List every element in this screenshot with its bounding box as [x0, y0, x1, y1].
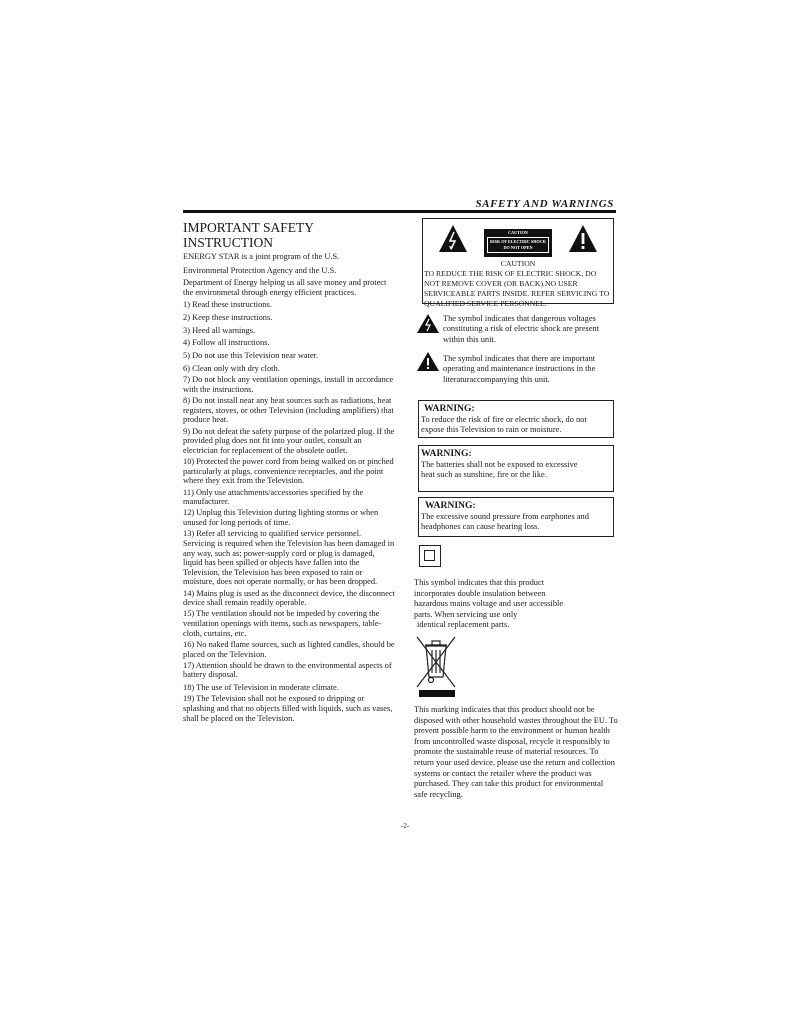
instruction-item: 16) No naked flame sources, such as lighted candles, should be placed on the Television.	[183, 639, 395, 659]
double-insulation-line: This symbol indicates that this product	[414, 578, 545, 587]
exclamation-warning-icon	[568, 224, 598, 254]
double-insulation-line: hazardous mains voltage and user accessible	[414, 599, 564, 609]
caution-caption: CAUTION	[500, 259, 536, 268]
crossed-out-wheelie-bin-icon	[413, 633, 459, 699]
caution-label-line: DO NOT OPEN	[503, 245, 533, 250]
double-insulation-text	[414, 578, 618, 631]
warning-title: WARNING:	[424, 403, 475, 414]
lightning-symbol-text: The symbol indicates that dangerous voltages constituting a risk of electric shock are present within this unit.	[443, 314, 600, 344]
page-heading: IMPORTANT SAFETY INSTRUCTION	[183, 220, 314, 250]
warning-text: The batteries shall not be exposed to excessive heat such as sunshine, fire or the like.	[421, 459, 578, 480]
lightning-warning-icon	[417, 314, 439, 334]
instruction-item: 19) The Television shall not be exposed to dripping or splashing and that no objects filled with liquids, such as vases, shall be placed on the Television.	[183, 694, 393, 723]
page-number: -2-	[401, 822, 410, 830]
weee-text: This marking indicates that this product should not be disposed with other household wastes throughout the EU. To prevent possible harm to the environment or human health from uncontrolled waste disposal, recycle it responsibly to promote the sustainable reuse of material resources. To return your used device, please use the return and collection systems or contact the retailer where the product was purchased. They can take this product for environmental safe recycling.	[414, 705, 618, 799]
intro-line: Environmetal Protection Agency and the U.S.	[183, 265, 337, 275]
instruction-item: 17) Attention should be drawn to the environmental aspects of battery disposal.	[183, 660, 392, 680]
caution-label	[484, 229, 552, 257]
section-title: SAFETY AND WARNINGS	[475, 198, 614, 210]
instruction-item: 1) Read these instructions.	[183, 300, 272, 310]
instruction-item: 12) Unplug this Television during lighting storms or when unused for long periods of time.	[183, 508, 379, 528]
intro-line: ENERGY STAR is a joint program of the U.S.	[183, 252, 340, 261]
exclamation-warning-icon	[417, 352, 439, 372]
warning-box-moisture	[418, 400, 614, 438]
warning-box-batteries	[418, 445, 614, 492]
instruction-item: 6) Clean only with dry cloth.	[183, 363, 280, 373]
instruction-item: 3) Heed all warnings.	[183, 325, 256, 335]
caution-body: TO REDUCE THE RISK OF ELECTRIC SHOCK, DO NOT REMOVE COVER (OR BACK).NO USER SERVICEABLE PARTS INSIDE. REFER SERVICING TO QUALIFIED SERVICE PERSONNEL.	[424, 269, 610, 308]
instruction-item: 8) Do not install near any heat sources such as radiations, heat registers, stoves, or other Television (including amplifiers) that produce heat.	[183, 396, 394, 425]
exclamation-symbol-explanation	[414, 354, 618, 396]
warning-title: WARNING:	[421, 448, 472, 459]
intro-paragraph: Department of Energy helping us all save money and protect the environmetal through energy efficient practices.	[183, 278, 387, 297]
lightning-symbol-explanation	[414, 314, 618, 350]
instruction-item: 10) Protected the power cord from being walked on or pinched particularly at plugs, convenience receptacles, and the point where they exit from the Television.	[183, 457, 394, 486]
warning-text: To reduce the risk of fire or electric shock, do not expose this Television to rain or moisture.	[421, 414, 587, 435]
instruction-item: 7) Do not block any ventilation openings, install in accordance with the instructions.	[183, 375, 394, 394]
instruction-item: 5) Do not use this Television near water.	[183, 350, 319, 360]
instruction-item: 15) The ventilation should not be impeded by covering the ventilation openings with items, such as newspapers, table-cloth, curtains, etc.	[183, 609, 382, 638]
warning-title: WARNING:	[425, 500, 476, 511]
caution-label-inner	[487, 237, 549, 253]
instruction-item: 2) Keep these instructions.	[183, 312, 273, 322]
instruction-item: 11) Only use attachments/accessories specified by the manufacturer.	[183, 487, 364, 507]
instruction-item: 18) The use of Television in moderate climate.	[183, 682, 339, 692]
warning-box-sound-pressure	[418, 497, 614, 537]
caution-label-title: CAUTION	[508, 230, 528, 235]
double-insulation-inner-square	[424, 550, 435, 561]
double-insulation-line: identical replacement parts.	[417, 620, 510, 630]
instruction-item: 9) Do not defeat the safety purpose of the polarized plug. If the provided plug does not fit into your outlet, consult an electrician for replacement of the obsolete outlet.	[183, 426, 395, 455]
caution-panel	[422, 218, 614, 308]
instruction-item: 4) Follow all instructions.	[183, 338, 270, 348]
caution-label-line: RISK OF ELECTRIC SHOCK	[489, 239, 547, 244]
caution-text	[424, 259, 612, 309]
double-insulation-icon	[419, 545, 441, 567]
warning-text: The excessive sound pressure from earphones and headphones can cause hearing loss.	[421, 511, 589, 532]
instruction-item: 14) Mains plug is used as the disconnect device, the disconnect device shall remain readily operable.	[183, 588, 395, 608]
header-rule	[183, 210, 616, 213]
section-header	[183, 198, 616, 215]
instruction-item: 13) Refer all servicing to qualified service personnel. Servicing is required when the Television has been damaged in any way, such as; power-supply cord or plug is damaged, liquid has been spilled or objects have fallen into the Television, the Television has been exposed to rain or moisture, does not operate normally, or has been dropped.	[183, 529, 395, 587]
exclamation-symbol-text: The symbol indicates that there are important operating and maintenance instructions in the literaturaccompanying this unit.	[443, 354, 596, 384]
double-insulation-line: parts. When servicing use only	[414, 609, 518, 619]
safety-instructions-column	[183, 220, 395, 725]
lightning-warning-icon	[438, 224, 468, 254]
double-insulation-line: incorporates double insulation between	[414, 588, 546, 598]
